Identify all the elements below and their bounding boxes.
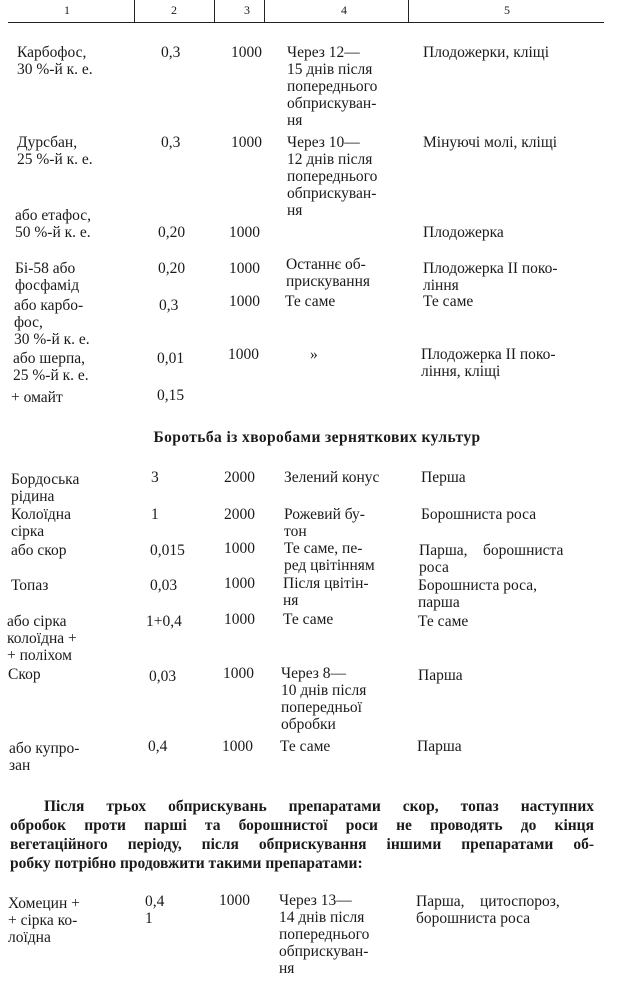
cell-timing: Те саме, пе- ред цвітінням (284, 540, 375, 574)
instruction-paragraph (10, 797, 594, 873)
cell-volume: 2000 (224, 506, 255, 523)
cell-preparation: Бі-58 або фосфамід (15, 260, 80, 294)
cell-target: Плодожерки, кліщі (423, 44, 550, 61)
cell-timing: » (310, 346, 318, 363)
header-col-1: 1 (64, 3, 70, 17)
cell-concentration: 0,03 (149, 668, 177, 685)
paragraph-line: Після трьох обприскувань препаратами скор, топаз наступних (44, 798, 594, 815)
cell-volume: 1000 (231, 44, 262, 61)
cell-preparation: або купро- зан (9, 740, 80, 774)
cell-timing: Через 12— 15 днів після попереднього обприскуван- ня (287, 44, 378, 129)
cell-timing: Те саме (280, 738, 331, 755)
cell-concentration: 0,3 (159, 297, 179, 314)
cell-target: Плодожерка II поко- ління (423, 260, 558, 294)
cell-timing: Через 10— 12 днів після попереднього обприскуван- ня (287, 134, 378, 219)
cell-timing: Те саме (283, 611, 334, 628)
cell-preparation: Топаз (11, 577, 49, 594)
paragraph-line: робку потрібно продовжити такими препаратами: (10, 855, 363, 872)
cell-concentration: 0,15 (157, 387, 185, 404)
cell-volume: 1000 (229, 293, 260, 310)
cell-target: Плодожерка (423, 224, 504, 241)
header-divider (134, 0, 135, 22)
cell-preparation: Бордоська рідина (11, 471, 80, 505)
cell-timing: Те саме (285, 293, 336, 310)
paragraph-line: вегетаційного періоду, після обприскування іншими препаратами об- (10, 836, 594, 853)
header-divider (214, 0, 215, 22)
cell-target: Борошниста роса, парша (418, 577, 537, 611)
cell-concentration: 0,3 (161, 44, 181, 61)
cell-timing: Через 13— 14 днів після попереднього обприскуван- ня (279, 892, 370, 977)
cell-timing: Після цвітін- ня (283, 575, 369, 609)
header-divider (264, 0, 265, 22)
cell-preparation: або шерпа, 25 %-й к. е. (13, 350, 89, 384)
header-col-5: 5 (504, 3, 510, 17)
cell-target: Парша (418, 667, 463, 684)
cell-target: Борошниста роса (421, 506, 537, 523)
cell-preparation: Хомецин + + сірка ко- лоїдна (8, 895, 80, 946)
cell-volume: 1000 (223, 665, 254, 682)
cell-target: Те саме (418, 613, 469, 630)
cell-preparation: Карбофос, 30 %-й к. е. (17, 44, 93, 78)
cell-preparation: або сірка колоїдна + + поліхом (7, 613, 77, 664)
cell-target: Парша, борошниста роса (419, 542, 564, 576)
cell-volume: 1000 (224, 540, 255, 557)
cell-volume: 1000 (224, 575, 255, 592)
cell-preparation: Скор (8, 666, 41, 683)
cell-preparation: + омайт (11, 389, 63, 406)
cell-timing: Через 8— 10 днів після попередньої обробки (281, 665, 367, 733)
cell-timing: Рожевий бу- тон (284, 506, 365, 540)
cell-preparation: або етафос, 50 %-й к. е. (15, 207, 92, 241)
table-header (8, 0, 604, 23)
cell-volume: 1000 (228, 346, 259, 363)
cell-concentration: 0,4 1 (145, 893, 165, 927)
header-col-2: 2 (171, 3, 177, 17)
header-col-4: 4 (341, 3, 347, 17)
cell-concentration: 0,01 (157, 350, 185, 367)
cell-preparation: або карбо- фос, 30 %-й к. е. (14, 297, 90, 348)
cell-volume: 1000 (231, 134, 262, 151)
cell-target: Перша (421, 469, 466, 486)
cell-concentration: 3 (151, 469, 159, 486)
cell-volume: 1000 (229, 224, 260, 241)
paragraph-line: обробок проти парші та борошнистої роси не проводять до кінця (10, 817, 594, 834)
cell-concentration: 0,015 (150, 542, 185, 559)
cell-concentration: 0,03 (150, 577, 178, 594)
cell-volume: 1000 (219, 892, 250, 909)
cell-target: Плодожерка II поко- ління, кліщі (421, 346, 556, 380)
cell-volume: 2000 (224, 469, 255, 486)
section-heading: Боротьба із хворобами зерняткових культур (153, 429, 481, 446)
cell-concentration: 0,20 (158, 260, 186, 277)
cell-preparation: Дурсбан, 25 %-й к. е. (17, 134, 93, 168)
cell-volume: 1000 (224, 611, 255, 628)
cell-concentration: 0,20 (158, 224, 186, 241)
cell-timing: Зелений конус (284, 469, 380, 486)
header-divider (408, 0, 409, 22)
cell-concentration: 1+0,4 (146, 613, 182, 630)
cell-concentration: 0,4 (148, 738, 168, 755)
cell-target: Мінуючі молі, кліщі (423, 134, 558, 151)
cell-preparation: або скор (11, 542, 67, 559)
cell-timing: Останнє об- прискування (286, 256, 370, 290)
cell-volume: 1000 (229, 260, 260, 277)
cell-target: Те саме (423, 293, 474, 310)
header-col-3: 3 (244, 3, 250, 17)
cell-volume: 1000 (222, 738, 253, 755)
cell-target: Парша, цитоспороз, борошниста роса (416, 893, 560, 927)
cell-concentration: 1 (151, 506, 159, 523)
cell-target: Парша (417, 738, 462, 755)
cell-concentration: 0,3 (161, 134, 181, 151)
cell-preparation: Колоїдна сірка (11, 506, 71, 540)
